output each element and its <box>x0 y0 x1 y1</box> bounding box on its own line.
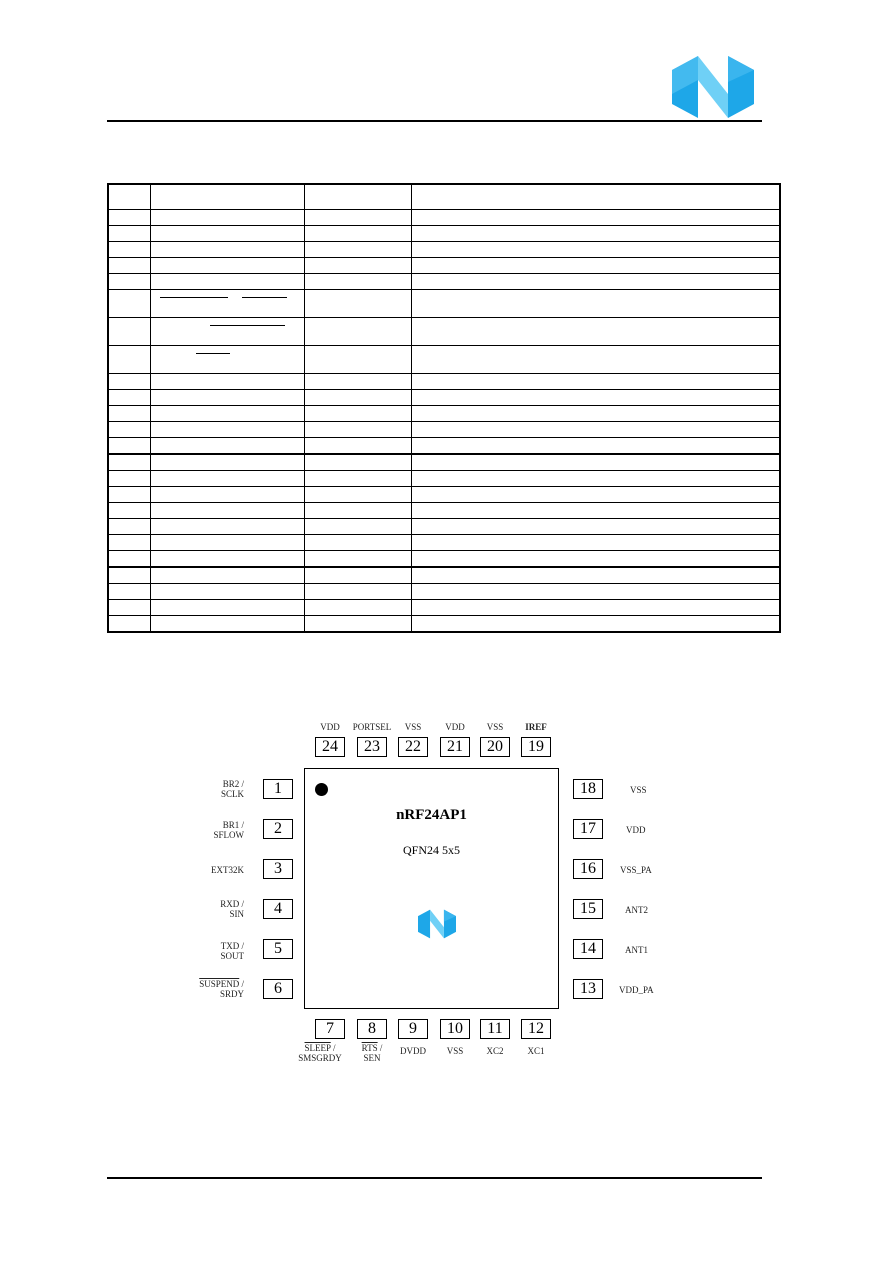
pin-11: 11 <box>480 1019 510 1039</box>
overline-mark <box>210 325 285 326</box>
pin-9-label: DVDD <box>400 1046 426 1056</box>
pin-24-label: VDD <box>320 722 340 732</box>
nordic-logo-icon <box>672 52 754 122</box>
pin-17: 17 <box>573 819 603 839</box>
pin-2: 2 <box>263 819 293 839</box>
nordic-logo-icon <box>418 907 456 941</box>
pin-13: 13 <box>573 979 603 999</box>
pin-14-label: ANT1 <box>625 945 648 955</box>
table-row <box>108 390 780 406</box>
pin-7-label: SLEEP / SMSGRDY <box>298 1043 342 1063</box>
chip-name: nRF24AP1 <box>396 807 467 823</box>
header-rule <box>107 120 762 122</box>
pin-10: 10 <box>440 1019 470 1039</box>
table-row <box>108 422 780 438</box>
pin-22-label: VSS <box>404 722 422 732</box>
pin-4-label: RXD / SIN <box>220 899 244 919</box>
pin-19-label: IREF <box>525 722 547 732</box>
chip-package: QFN24 5x5 <box>402 843 460 857</box>
pin-13-label: VDD_PA <box>619 985 654 995</box>
pin-16-label: VSS_PA <box>620 865 652 875</box>
pin-21: 21 <box>440 737 470 757</box>
footer-rule <box>107 1177 762 1179</box>
pin-23-label: PORTSEL <box>352 722 392 732</box>
table-row <box>108 567 780 584</box>
pin-1-label: BR2 / SCLK <box>220 779 244 799</box>
table-row <box>108 242 780 258</box>
pin-3: 3 <box>263 859 293 879</box>
pin-19: 19 <box>521 737 551 757</box>
pin-21-label: VDD <box>445 722 465 732</box>
table-row <box>108 346 780 374</box>
pin-16: 16 <box>573 859 603 879</box>
pin-8-label: $\overline{RTS}$ / SEN <box>361 1043 383 1063</box>
table-row <box>108 226 780 242</box>
pin-4: 4 <box>263 899 293 919</box>
table-row <box>108 519 780 535</box>
pin-2-label: BR1 / SFLOW <box>213 820 244 840</box>
pin-18-label: VSS <box>630 785 647 795</box>
table-row <box>108 438 780 455</box>
pin-5: 5 <box>263 939 293 959</box>
pin-assignment-table <box>107 183 781 633</box>
overline-mark <box>160 297 228 298</box>
pin-18: 18 <box>573 779 603 799</box>
pin-11-label: XC2 <box>486 1046 504 1056</box>
overline-mark <box>196 353 230 354</box>
pin-17-label: VDD <box>626 825 646 835</box>
table-row <box>108 318 780 346</box>
pin1-marker <box>315 783 328 796</box>
pin-24: 24 <box>315 737 345 757</box>
table-row <box>108 210 780 226</box>
table-row <box>108 406 780 422</box>
overline-mark <box>242 297 287 298</box>
chip-body <box>304 768 559 1009</box>
table-row <box>108 374 780 390</box>
pin-8: 8 <box>357 1019 387 1039</box>
table-row <box>108 551 780 568</box>
pin-9: 9 <box>398 1019 428 1039</box>
table-row <box>108 454 780 471</box>
pin-15: 15 <box>573 899 603 919</box>
table-row <box>108 274 780 290</box>
table-header-row <box>108 184 780 210</box>
pin-7: 7 <box>315 1019 345 1039</box>
pin-10-label: VSS <box>446 1046 464 1056</box>
pin-1: 1 <box>263 779 293 799</box>
table-row <box>108 487 780 503</box>
pin-22: 22 <box>398 737 428 757</box>
pin-20-label: VSS <box>486 722 504 732</box>
table-row <box>108 600 780 616</box>
table-row <box>108 503 780 519</box>
table-row <box>108 584 780 600</box>
pin-5-label: TXD / SOUT <box>220 941 244 961</box>
pin-15-label: ANT2 <box>625 905 648 915</box>
table-row <box>108 290 780 318</box>
pin-3-label: EXT32K <box>211 865 244 875</box>
pin-20: 20 <box>480 737 510 757</box>
table-row <box>108 471 780 487</box>
pin-6: 6 <box>263 979 293 999</box>
pin-6-label: SUSPEND / SRDY <box>199 979 244 999</box>
pin-14: 14 <box>573 939 603 959</box>
table-row <box>108 535 780 551</box>
table-row <box>108 616 780 633</box>
pin-23: 23 <box>357 737 387 757</box>
table-row <box>108 258 780 274</box>
pin-12: 12 <box>521 1019 551 1039</box>
pin-12-label: XC1 <box>527 1046 545 1056</box>
